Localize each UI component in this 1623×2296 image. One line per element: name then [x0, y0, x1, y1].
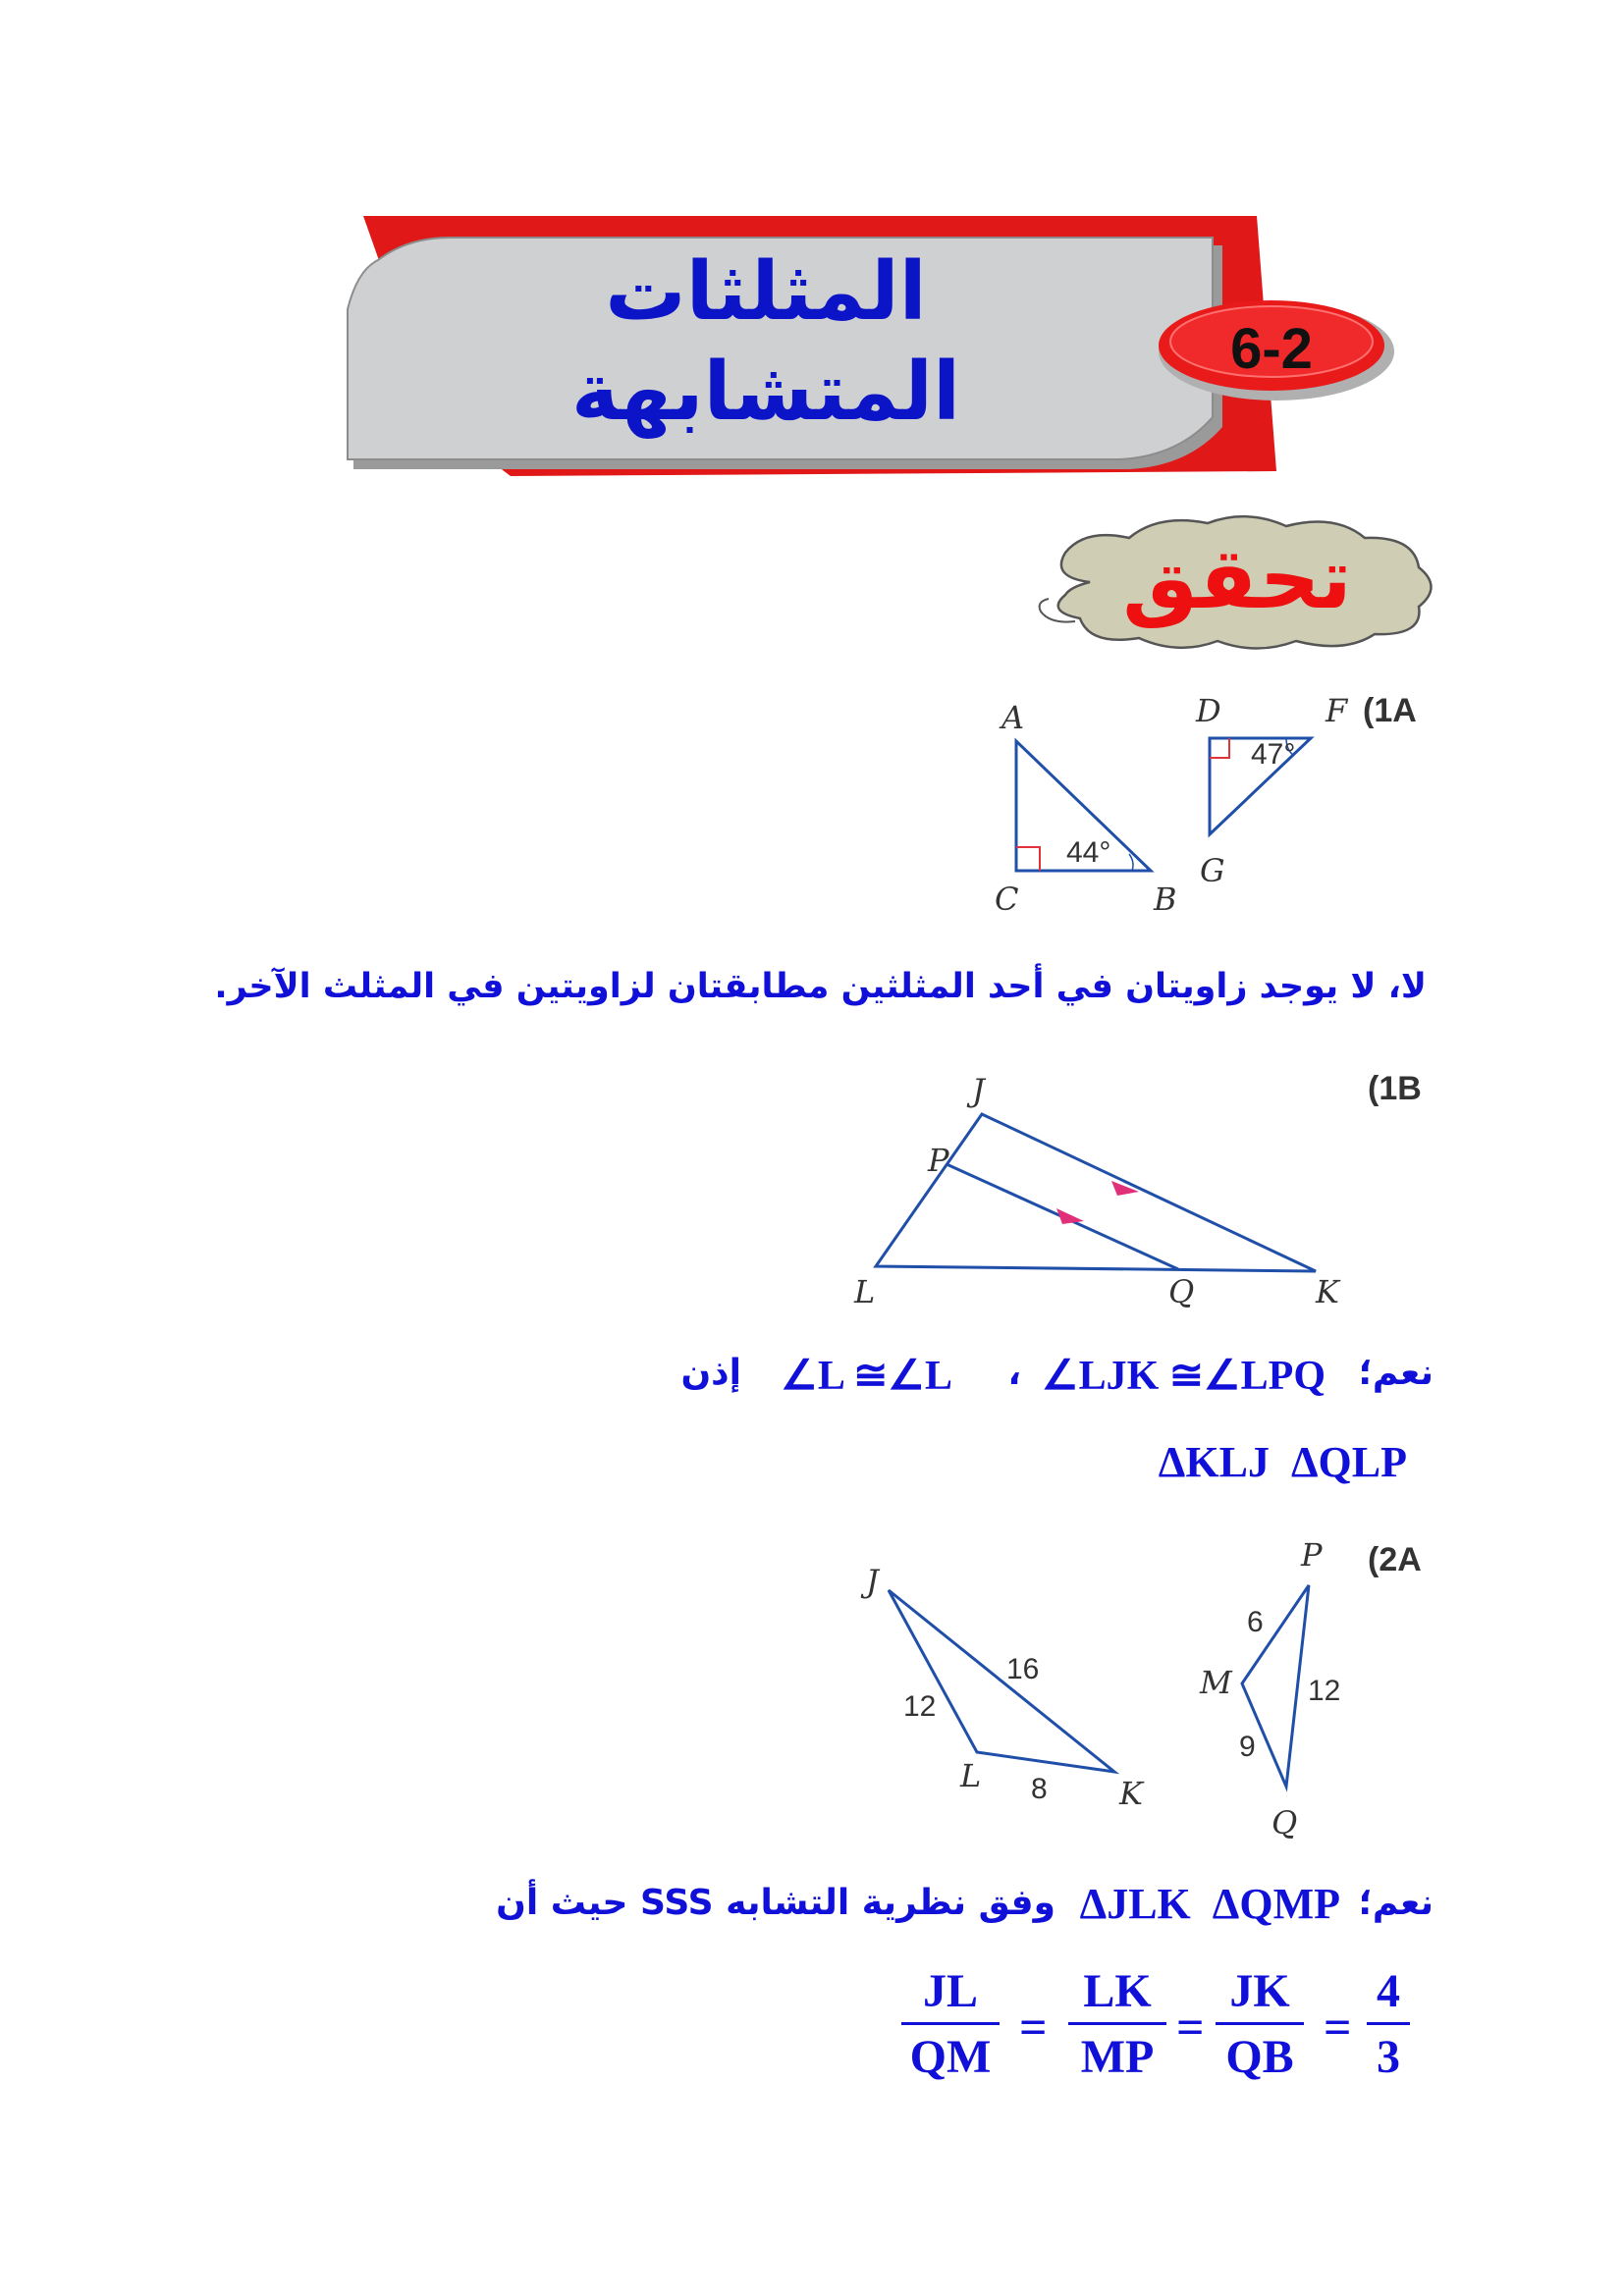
lesson-number: 6-2 [1230, 317, 1313, 381]
fraction-4-3 [1367, 1965, 1410, 2084]
fraction-jk-qb [1216, 1965, 1304, 2084]
equals-sign-1: = [1019, 2000, 1048, 2055]
label-j-2a: J [866, 1563, 879, 1600]
triangle-1b [844, 1070, 1335, 1296]
figure-1b [844, 1070, 1335, 1296]
equals-sign-2: = [1176, 2000, 1205, 2055]
fraction-4-3-num: 4 [1367, 1965, 1410, 2025]
label-k-2a: K [1119, 1775, 1143, 1812]
label-q-2a: Q [1271, 1804, 1298, 1842]
answer-1b-angles2: ∠L ≅∠L [781, 1354, 952, 1399]
figure-2a [864, 1541, 1355, 1845]
triangles-2a [864, 1541, 1355, 1845]
side-mq: 9 [1239, 1731, 1256, 1763]
label-b: B [1154, 881, 1177, 918]
answer-2a-line1 [295, 1879, 1434, 1938]
label-p-1b: P [928, 1142, 949, 1179]
lesson-title-line1: المثلثات [605, 245, 927, 339]
answer-1b-similarity: ΔKLJ ΔQLP [1158, 1438, 1407, 1486]
lesson-title-line2: المتشابهة [570, 346, 961, 439]
side-jl: 12 [903, 1690, 937, 1723]
side-pm: 6 [1247, 1606, 1264, 1638]
label-l-1b: L [854, 1273, 876, 1310]
label-l-2a: L [960, 1757, 982, 1794]
item-number-1b: (1B [1368, 1070, 1422, 1107]
item-number-2a: (2A [1368, 1541, 1422, 1578]
angle-47: 47° [1251, 738, 1296, 771]
answer-1a: لا، لا يوجد زاويتان في أحد المثلثين مطابقتان لزاويتين في المثلث الآخر. [214, 967, 1427, 1006]
fraction-jk-qb-den: QB [1225, 2031, 1294, 2083]
fraction-lk-mp [1068, 1965, 1166, 2084]
fraction-jl-qm [901, 1965, 1000, 2084]
answer-1b-line1 [393, 1351, 1434, 1410]
side-pq: 12 [1308, 1675, 1341, 1707]
label-d: D [1196, 692, 1221, 729]
fraction-lk-mp-num: LK [1068, 1965, 1166, 2025]
answer-2a-text: وفق نظرية التشابه SSS حيث أن [496, 1883, 1055, 1923]
answer-2a-similarity: ΔJLK ΔQMP [1079, 1880, 1340, 1928]
side-jk: 16 [1006, 1653, 1040, 1685]
fraction-jl-qm-num: JL [901, 1965, 1000, 2025]
equals-sign-3: = [1324, 2000, 1352, 2055]
answer-1b-angles1: ∠LJK ≅∠LPQ [1041, 1354, 1325, 1399]
answer-1b-prefix: نعم؛ [1358, 1353, 1434, 1393]
label-m-2a: M [1200, 1664, 1232, 1701]
item-number-1a: (1A [1363, 692, 1417, 729]
label-g: G [1200, 852, 1225, 889]
label-k-1b: K [1316, 1273, 1339, 1310]
section-label: تحقق [1122, 530, 1352, 628]
answer-1b-sep: ، [1007, 1353, 1021, 1393]
label-c: C [995, 881, 1019, 918]
fraction-jl-qm-den: QM [909, 2031, 992, 2083]
answer-1b-suffix: إذن [680, 1353, 741, 1393]
fraction-4-3-den: 3 [1377, 2031, 1400, 2083]
label-f: F [1325, 692, 1348, 729]
label-a: A [1001, 699, 1025, 736]
label-q-1b: Q [1168, 1273, 1195, 1310]
label-j-1b: J [972, 1072, 985, 1109]
angle-44: 44° [1066, 836, 1111, 869]
label-p-2a: P [1301, 1536, 1323, 1574]
fraction-lk-mp-den: MP [1080, 2031, 1155, 2083]
side-lk: 8 [1031, 1773, 1048, 1805]
answer-2a-prefix: نعم؛ [1358, 1883, 1434, 1923]
fraction-jk-qb-num: JK [1216, 1965, 1304, 2025]
